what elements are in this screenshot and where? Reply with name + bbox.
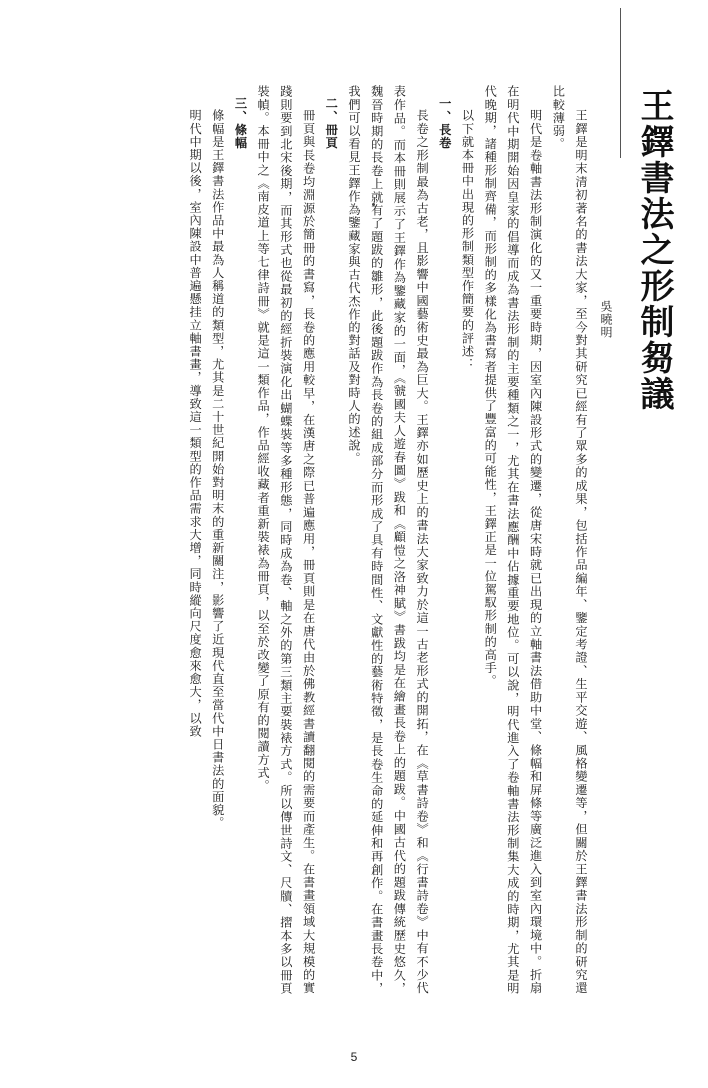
paragraph: 以下就本冊中出現的形制類型作簡要的評述：: [460, 109, 475, 372]
article-author: 吳曉明: [599, 300, 613, 339]
article-title: 王鐸書法之形制芻議: [634, 88, 674, 412]
section-heading: 三、條幅: [233, 97, 248, 150]
paragraph: 條幅是王鐸書法作品中最為人稱道的類型，尤其是二十世紀開始對明末的重新關注，影響了近現代直至當代中日書法的面貌。: [210, 109, 225, 830]
page-number: 5: [350, 1050, 358, 1064]
paragraph: 明代是卷軸書法形制演化的又一重要時期，因室內陳設形式的變遷，從唐宋時就已出現的立軸書法借助中堂、條幅和屏條等廣泛進入到室內環境中。折扇在明代中期開始因皇家的倡導而成為書法形制的主要種類之一，尤其在書法應酬中佔據重要地位。可以說，明代進入了卷軸書法形制集大成的時期，尤其是明代晚期，諸種形制齊備，而形制的多樣化為書寫者提供了豐富的可能性，王鐸正是一位駕馭形制的高手。: [483, 85, 543, 995]
paragraph: 明代中期以後，室內陳設中普遍懸挂立軸書畫，導致這一類型的作品需求大增，同時縱向尺度愈來愈大，以致: [188, 109, 203, 739]
paragraph: 長卷之形制最為古老，且影響中國藝術史最為巨大。王鐸亦如歷史上的書法大家致力於這一古老形式的開拓，在《草書詩卷》和《行書詩卷》中有不少代表作品。而本冊則展示了王鐸作為鑒藏家的一面，《虢國夫人遊春圖》跋和《顧愷之洛神賦》書跋均是在繪畫長卷上的題跋。中國古代的題跋傳統歷史悠久，魏晉時期的長卷上就有了題跋的雛形，此後題跋作為長卷的組成部分而形成了具有時間性、文獻性的藝術特徵，是長卷生命的延伸和再創作。在書畫長卷中，我們可以看見王鐸作為鑒藏家與古代杰作的對話及對時人的述說。: [346, 85, 430, 995]
article-body: [82, 85, 592, 995]
section-heading: 一、長卷: [437, 97, 452, 150]
section-heading: 二、冊頁: [324, 97, 339, 150]
paragraph: 王鐸是明末清初著名的書法大家，至今對其研究已經有了眾多的成果，包括作品編年、鑒定考證、生平交遊、風格變遷等，但關於王鐸書法形制的研究還比較薄弱。: [551, 85, 588, 995]
title-rule: [620, 8, 621, 158]
paragraph: 冊頁與長卷均淵源於簡冊的書寫，長卷的應用較早，在漢唐之際已普遍應用，冊頁則是在唐代由於佛教經書讀翻閱的需要而產生。在書畫領域大規模的實踐則要到北宋後期，而其形式也從最初的經折裝演化出蝴蝶裝等多種形態，同時成為卷、軸之外的第三類主要裝裱方式。所以傳世詩文、尺牘、摺本多以冊頁裝幀。本冊中之《南皮道上等七律詩冊》就是這一類作品，作品經收藏者重新裝裱為冊頁，以至於改變了原有的閱讀方式。: [256, 85, 316, 995]
